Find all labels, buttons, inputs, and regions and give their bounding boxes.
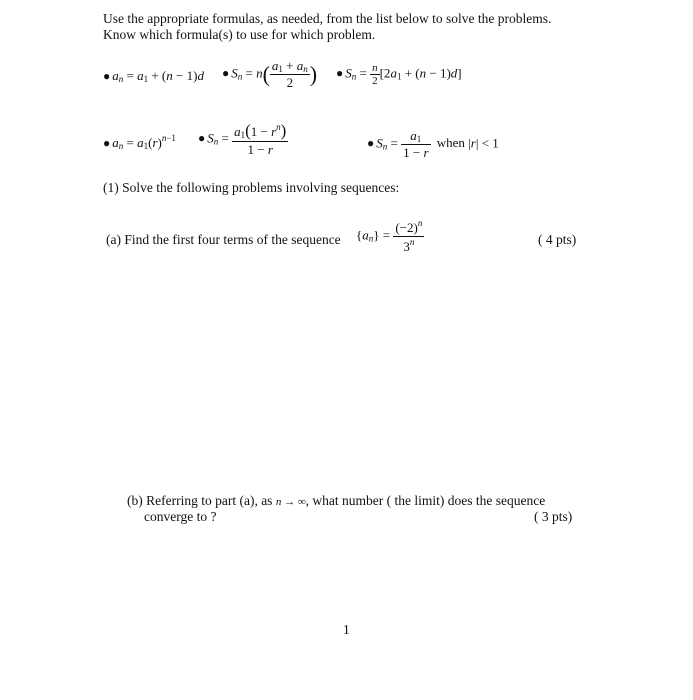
part-a-formula: $\{a_n\}$ = $\frac{(-2)^n}{3^n}$ xyxy=(356,218,423,254)
part-b-points: ( 3 pts) xyxy=(534,509,573,524)
part-b-suffix: , what number ( the limit) does the sequence xyxy=(305,493,546,508)
formula-arith-sum-1: ● $S_n = n$( $\frac{a_1 + a_n}{2}$ ) xyxy=(222,58,318,90)
part-b-limit: n → ∞ xyxy=(275,496,306,508)
when-label: when xyxy=(436,135,465,151)
formula-arith-nth: ● $a_n = a_1 + (n - 1)d$ xyxy=(103,68,204,84)
formula-arith-sum-2: ● $S_n$ = $\frac{n}{2}$ $[2a_1 + (n - 1)d]$ xyxy=(336,62,462,87)
part-b-prefix: (b) Referring to part (a), as xyxy=(127,493,273,508)
part-a-text: (a) Find the first four terms of the sequence xyxy=(106,232,341,247)
part-b-line-1 xyxy=(127,493,545,510)
part-b-line-2: converge to ? xyxy=(144,509,217,524)
formula-geom-inf-sum: ● $S_n$ = $\frac{a_1}{1 - r}$ when |r| < 1 xyxy=(367,128,499,160)
part-a-points: ( 4 pts) xyxy=(538,232,577,247)
page-number: 1 xyxy=(343,622,350,637)
intro-line-2: Know which formula(s) to use for which problem. xyxy=(103,27,376,42)
intro-line-1: Use the appropriate formulas, as needed, from the list below to solve the problems. xyxy=(103,11,552,26)
formula-geom-sum: ● $S_n$ = $\frac{a_1(1 - r^n)}{1 - r}$ xyxy=(198,121,287,157)
section-1-heading: (1) Solve the following problems involving sequences: xyxy=(103,180,400,195)
formula-geom-nth: ● $a_n = a_1(r)^{n-1}$ xyxy=(103,133,176,151)
